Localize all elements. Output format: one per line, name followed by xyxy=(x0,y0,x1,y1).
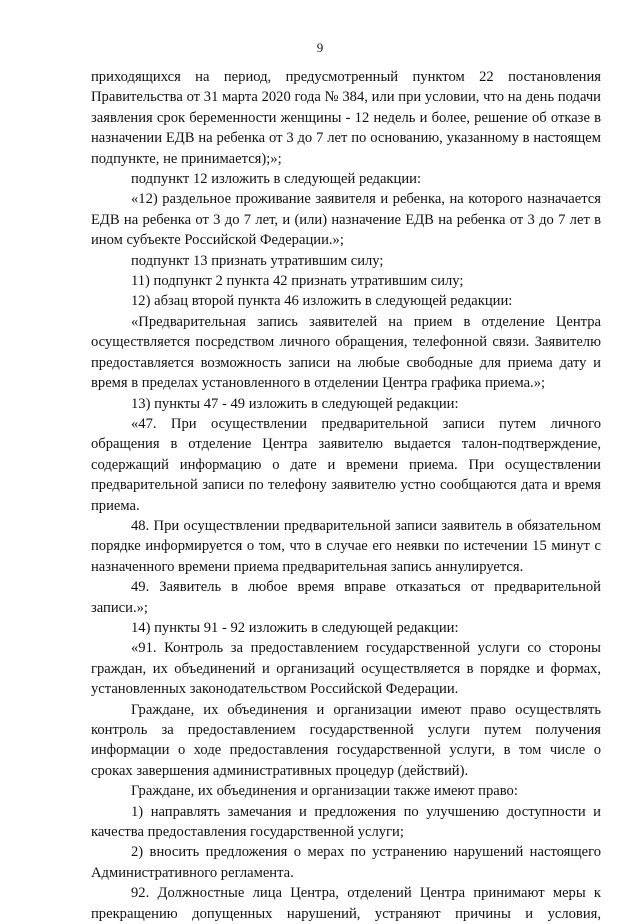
paragraph: 92. Должностные лица Центра, отделений Центра принимают меры к прекращению допущенных нарушений, устраняют причины и условия, xyxy=(91,885,601,922)
paragraph: «91. Контроль за предоставлением государственной услуги со стороны граждан, их объединений и организаций осуществляется в порядке и формах, установленных законодательством Российской Федерации. xyxy=(91,640,601,698)
paragraph: 13) пункты 47 - 49 изложить в следующей редакции: xyxy=(131,395,459,412)
paragraph: «47. При осуществлении предварительной записи путем личного обращения в отделение Центра заявителю выдается талон-подтверждение, содержащий информацию о дате и времени приема. При осуществлении предварительной записи по телефону заявителю устно сообщаются дата и время приема. xyxy=(91,415,601,514)
paragraph: подпункт 12 изложить в следующей редакции: xyxy=(131,171,422,188)
paragraph: 11) подпункт 2 пункта 42 признать утратившим силу; xyxy=(131,273,464,290)
paragraph: 48. При осуществлении предварительной записи заявитель в обязательном порядке информируется о том, что в случае его неявки по истечении 15 минут с назначенного времени приема предварительная запись аннулируется. xyxy=(91,517,601,575)
paragraph: 14) пункты 91 - 92 изложить в следующей редакции: xyxy=(131,619,459,636)
paragraph: Граждане, их объединения и организации имеют право осуществлять контроль за предоставлением государственной услуги путем получения информации о ходе предоставления государственной услуги, в том числе о сроках завершения административных процедур (действий). xyxy=(91,701,601,779)
page-number: 9 xyxy=(316,40,324,55)
paragraph: приходящихся на период, предусмотренный пунктом 22 постановления Правительства от 31 марта 2020 года № 384, или при условии, что на день подачи заявления срок беременности женщины - 12 недель и более, решение об отказе в назначении ЕДВ на ребенка от 3 до 7 лет по основанию, указанному в настоящем подпункте, не принимается);»; xyxy=(91,69,601,167)
document-body xyxy=(91,67,601,924)
paragraph: Граждане, их объединения и организации также имеют право: xyxy=(131,783,518,800)
paragraph: «12) раздельное проживание заявителя и ребенка, на которого назначается ЕДВ на ребенка от 3 до 7 лет, и (или) назначение ЕДВ на ребенка от 3 до 7 лет в ином субъекте Российской Федерации.»; xyxy=(91,191,601,249)
paragraph: 12) абзац второй пункта 46 изложить в следующей редакции: xyxy=(131,293,513,310)
paragraph: 1) направлять замечания и предложения по улучшению доступности и качества предоставления государственной услуги; xyxy=(91,803,601,841)
paragraph: подпункт 13 признать утратившим силу; xyxy=(131,252,384,269)
paragraph: 2) вносить предложения о мерах по устранению нарушений настоящего Административного регламента. xyxy=(91,844,601,881)
paragraph: 49. Заявитель в любое время вправе отказаться от предварительной записи.»; xyxy=(91,579,601,616)
paragraph: «Предварительная запись заявителей на прием в отделение Центра осуществляется посредством личного обращения, телефонной связи. Заявителю предоставляется возможность записи на любые свободные для приема дату и время в пределах установленного в отделении Центра графика приема.»; xyxy=(91,313,601,392)
